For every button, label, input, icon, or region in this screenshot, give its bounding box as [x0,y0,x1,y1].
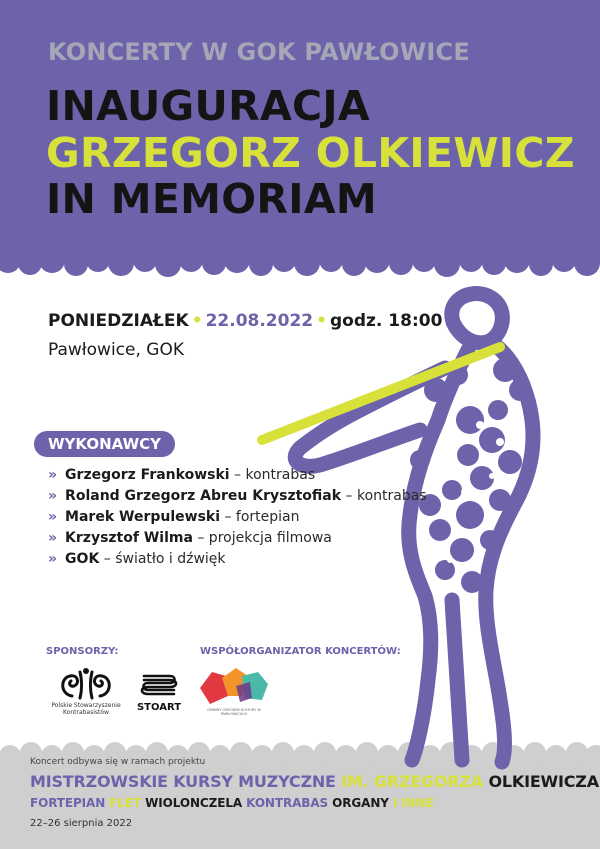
performer-name: Roland Grzegorz Abreu Krysztofiak [65,488,342,504]
stoart-caption: STOART [136,702,182,713]
concert-series-title: KONCERTY W GOK PAWŁOWICE [48,38,470,66]
performers-label: WYKONAWCY [34,431,175,457]
performers-list [48,465,427,570]
double-bass-scroll-icon [50,666,122,702]
coorganizer-label: WSPÓŁORGANIZATOR KONCERTÓW: [200,646,401,657]
gok-polygon-mark-icon [196,666,270,708]
performer-name: Marek Werpulewski [65,509,221,525]
double-chevron-icon: » [48,467,58,483]
performer-role: – fortepian [220,509,300,525]
event-time: godz. 18:00 [330,311,443,331]
project-title-part: MISTRZOWSKIE KURSY MUZYCZNE [30,772,336,791]
list-item [48,549,427,570]
instrument-label: ORGANY [332,796,389,810]
stoart-mark-icon [134,670,184,702]
psk-caption: Polskie Stowarzyszenie Kontrabasistów [51,702,121,716]
performer-role: – kontrabas [341,488,427,504]
gok-logo [196,666,270,728]
performer-name: Grzegorz Frankowski [65,467,230,483]
project-intro: Koncert odbywa się w ramach projektu [30,757,206,767]
performer-role: – projekcja filmowa [192,530,332,546]
project-title-part: OLKIEWICZA [488,772,599,791]
performer-name: Krzysztof Wilma [65,530,193,546]
project-title [30,772,599,791]
title-line-name: GRZEGORZ OLKIEWICZ [46,129,575,177]
gok-caption: GMINNY OŚRODEK KULTURY W PAWŁOWICACH [207,708,261,716]
title-line-in-memoriam: IN MEMORIAM [46,175,377,223]
list-item [48,507,427,528]
separator-dot-icon: • [191,311,203,331]
instrument-label: KONTRABAS [246,796,329,810]
performer-role: – kontrabas [229,467,316,483]
instrument-label: WIOLONCZELA [145,796,243,810]
title-line-inauguration: INAUGURACJA [46,82,370,130]
double-chevron-icon: » [48,530,58,546]
double-chevron-icon: » [48,509,58,525]
instrument-label: FLET [109,796,142,810]
stoart-logo [134,670,184,718]
double-chevron-icon: » [48,488,58,504]
sponsors-label: SPONSORZY: [46,646,119,657]
list-item [48,465,427,486]
project-title-part: IM. GRZEGORZA [341,772,484,791]
separator-dot-icon: • [316,311,327,331]
psk-logo [50,666,122,726]
list-item [48,486,427,507]
event-date: 22.08.2022 [205,311,314,331]
event-place: Pawłowice, GOK [48,340,184,360]
project-dates: 22–26 sierpnia 2022 [30,818,133,829]
performer-role: – światło i dźwięk [99,551,226,567]
list-item [48,528,427,549]
instrument-label: FORTEPIAN [30,796,106,810]
event-date-line [48,311,442,331]
performer-name: GOK [65,551,100,567]
double-chevron-icon: » [48,551,58,567]
instrument-label: I INNE [392,796,434,810]
project-instruments [30,796,434,810]
event-day: PONIEDZIAŁEK [48,311,189,331]
